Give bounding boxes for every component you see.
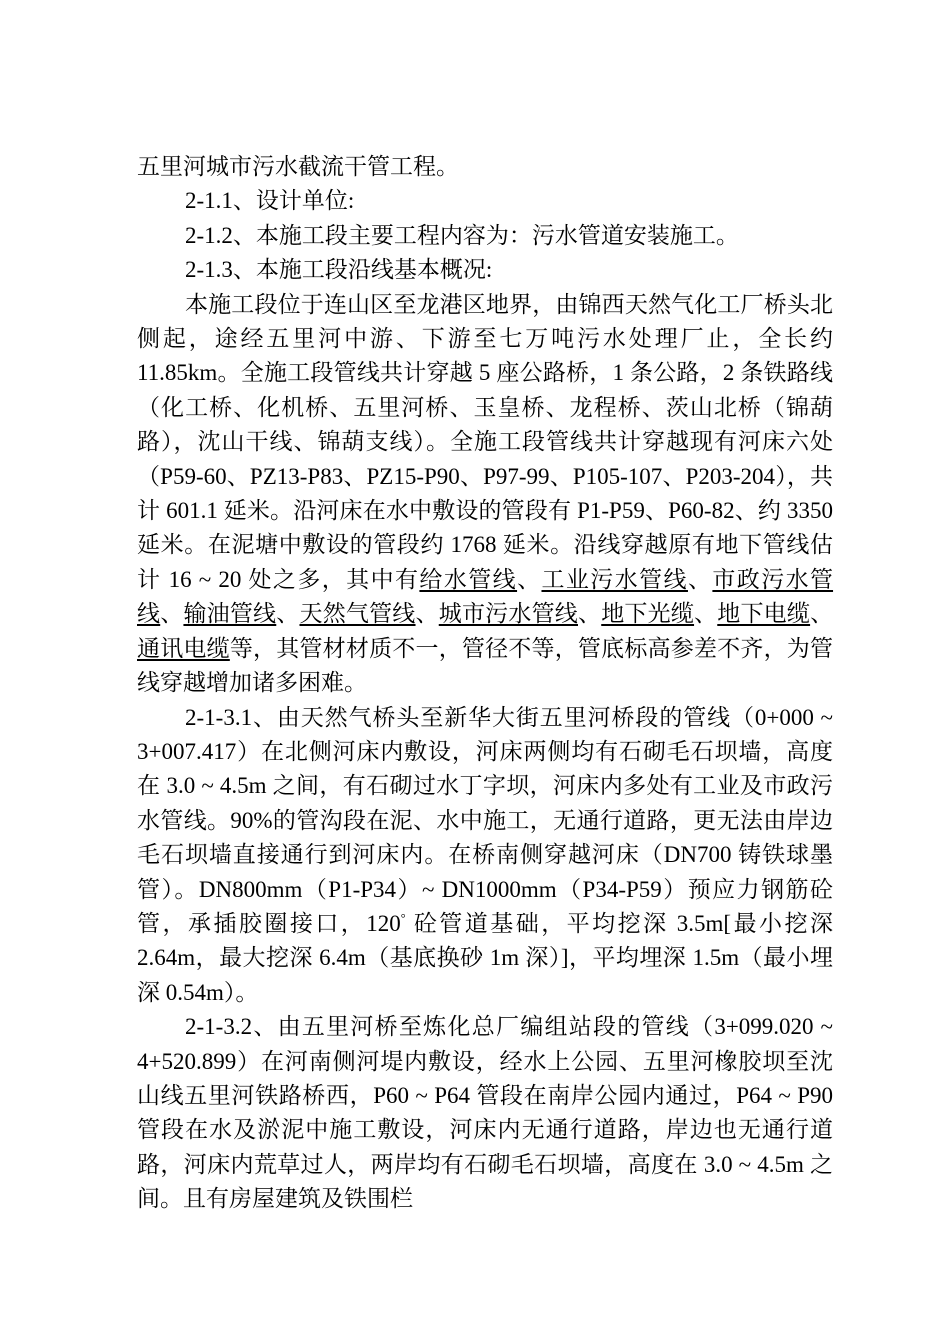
underlined-oil-pipeline: 输油管线 (183, 601, 277, 627)
separator: 、 (160, 601, 184, 627)
section-3-1-text-a: 2-1-3.1、由天然气桥头至新华大街五里河桥段的管线（0+000 ~ 3+007.417）在北侧河床内敷设，河床两侧均有石砌毛石坝墙，高度在 3.0 ~ 4.5m 之间，有石砌过水丁字坝，河床内多处有工业及市政污水管线。90%的管沟段在泥、水中施工，无通行道路，更无法由岸边毛石坝墙直接通行到河床内。在桥南侧穿越河床（DN700 铸铁球墨管）。DN800mm（P1-P34）~ DN1000mm（P34-P59）预应力钢筋砼管，承插胶圈接口，120 (137, 704, 833, 936)
paragraph-overview-heading: 2-1.3、本施工段沿线基本概况: (185, 257, 493, 283)
paragraph-overview-body (137, 288, 833, 701)
underlined-city-sewage-line: 城市污水管线 (438, 601, 578, 627)
section-3-1-text-b: 砼管道基础，平均挖深 3.5m[最小挖深 2.64m，最大挖深 6.4m（基底换砂 1m 深）]，平均埋深 1.5m（最小埋深 0.54m）。 (137, 910, 833, 1005)
degree-symbol: ° (400, 910, 406, 925)
underlined-municipal-sewage-line: 市政污水管线 (137, 566, 834, 627)
separator: 、 (415, 601, 439, 627)
document-page (137, 150, 833, 1217)
overview-text-a: 本施工段位于连山区至龙港区地界，由锦西天然气化工厂桥头北侧起，途经五里河中游、下游至七万吨污水处理厂止，全长约 11.85km。全施工段管线共计穿越 5 座公路桥，1 条公路，2 条铁路线（化工桥、化机桥、五里河桥、玉皇桥、龙程桥、茨山北桥（锦葫路），沈山干线、锦葫支线）。全施工段管线共计穿越现有河床六处（P59-60、PZ13-P83、PZ15-P90、P97-99、P105-107、P203-204），共计 601.1 延米。沿河床在水中敷设的管段有 P1-P59、P60-82、约 3350 延米。在泥塘中敷设的管段约 1768 延米。沿线穿越原有地下管线估计 16 ~ 20 处之多，其中有 (137, 291, 833, 592)
overview-text-b: 等，其管材材质不一，管径不等，管底标高参差不齐，为管线穿越增加诸多困难。 (137, 635, 834, 696)
underlined-natural-gas-line: 天然气管线 (299, 601, 416, 627)
separator: 、 (687, 566, 713, 592)
separator: 、 (810, 601, 834, 627)
paragraph-section-3-1 (137, 701, 833, 1011)
paragraph-main-work: 2-1.2、本施工段主要工程内容为：污水管道安装施工。 (185, 222, 739, 248)
separator: 、 (578, 601, 602, 627)
paragraph-project-name: 五里河城市污水截流干管工程。 (137, 154, 459, 179)
separator: 、 (694, 601, 718, 627)
underlined-underground-optical-cable: 地下光缆 (601, 601, 695, 627)
underlined-underground-power-cable: 地下电缆 (717, 601, 811, 627)
underlined-industrial-sewage-line: 工业污水管线 (541, 566, 688, 592)
separator: 、 (517, 566, 542, 592)
underlined-water-supply-line: 给水管线 (419, 566, 518, 592)
paragraph-design-unit: 2-1.1、设计单位: (185, 188, 355, 214)
underlined-telecom-cable: 通讯电缆 (137, 635, 230, 661)
paragraph-section-3-2: 2-1-3.2、由五里河桥至炼化总厂编组站段的管线（3+099.020 ~ 4+520.899）在河南侧河堤内敷设，经水上公园、五里河橡胶坝至沈山线五里河铁路桥西，P60 ~ P64 管段在南岸公园内通过，P64 ~ P90 管段在水及淤泥中施工敷设，河床内无通行道路，岸边也无通行道路，河床内荒草过人，两岸均有石砌毛石坝墙，高度在 3.0 ~ 4.5m 之间。且有房屋建筑及铁围栏 (137, 1014, 833, 1212)
separator: 、 (276, 601, 300, 627)
